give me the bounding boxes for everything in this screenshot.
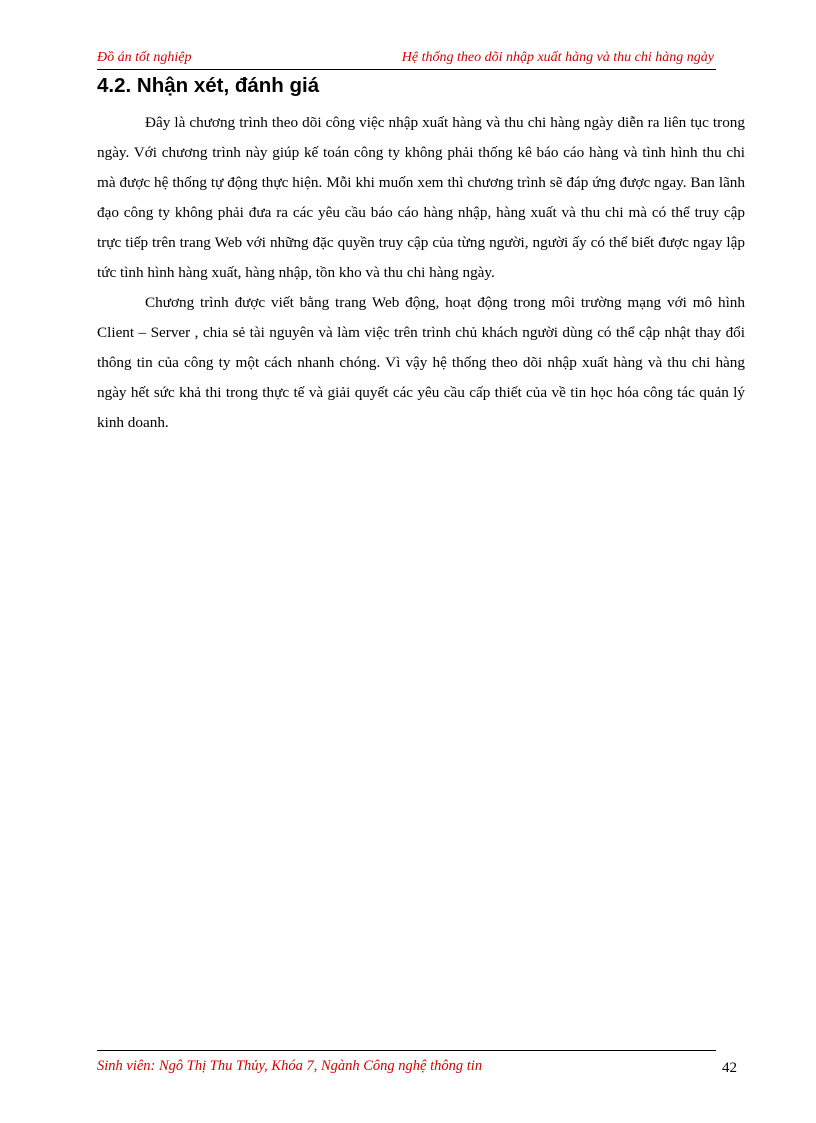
- paragraph: Chương trình được viết bằng trang Web động, hoạt động trong môi trường mạng với mô hình Client – Server , chia sẻ tài nguyên và làm việc trên trình chủ khách người dùng có thể cập nhật thay đổi thông tin của công ty một cách nhanh chóng. Vì vậy hệ thống theo dõi nhập xuất hàng và thu chi hàng ngày hết sức khả thi trong thực tế và giải quyết các yêu cầu cấp thiết của về tin học hóa công tác quản lý kinh doanh.: [97, 294, 745, 431]
- header-document-title: Hệ thống theo dõi nhập xuất hàng và thu chi hàng ngày: [401, 50, 714, 65]
- footer-student-info: Sinh viên: Ngô Thị Thu Thủy, Khóa 7, Ngành Công nghệ thông tin: [97, 1058, 483, 1074]
- paragraph: Đây là chương trình theo dõi công việc nhập xuất hàng và thu chi hàng ngày diễn ra liên tục trong ngày. Với chương trình này giúp kế toán công ty không phải thống kê báo cáo hàng và tình hình thu chi mà được hệ thống tự động thực hiện. Mỗi khi muốn xem thì chương trình sẽ đáp ứng được ngay. Ban lãnh đạo công ty không phải đưa ra các yêu cầu báo cáo hàng nhập, hàng xuất và thu chi mà có thể truy cập trực tiếp trên trang Web với những đặc quyền truy cập của từng người, người ấy có thể biết được ngay lập tức tình hình hàng xuất, hàng nhập, tồn kho và thu chi hàng ngày.: [97, 114, 745, 281]
- page-number: 42: [722, 1060, 737, 1076]
- section-heading: 4.2. Nhận xét, đánh giá: [97, 74, 320, 97]
- page-header: [97, 49, 716, 70]
- footer-divider: [97, 1050, 716, 1051]
- section-body: [97, 108, 745, 438]
- header-document-type: Đồ án tốt nghiệp: [97, 50, 192, 65]
